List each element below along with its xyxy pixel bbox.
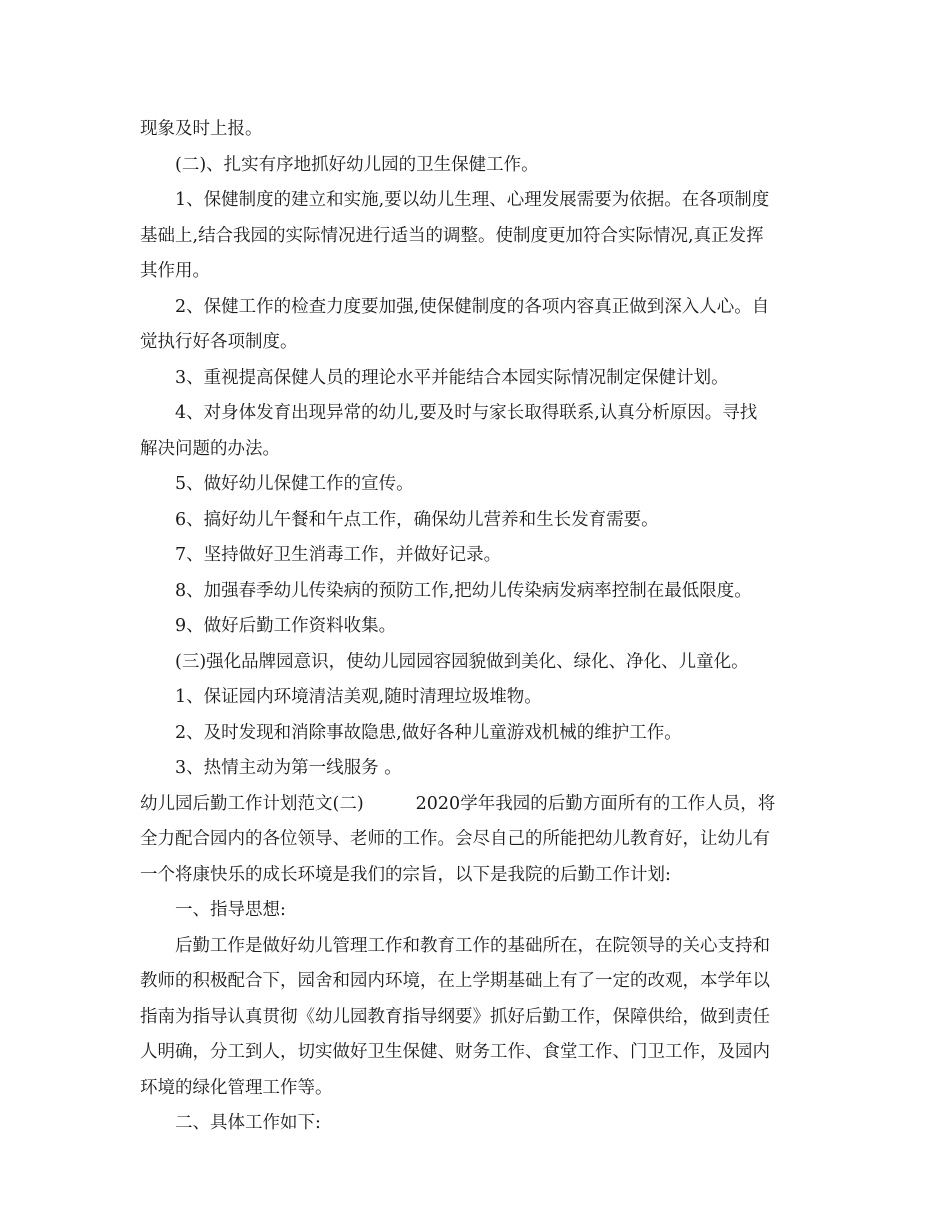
paragraph-line: 3、重视提高保健人员的理论水平并能结合本园实际情况制定保健计划。 — [175, 367, 729, 388]
paragraph-line: 4、对身体发育出现异常的幼儿,要及时与家长取得联系,认真分析原因。寻找 — [175, 403, 758, 423]
section-heading: 二、具体工作如下: — [175, 1113, 321, 1133]
paragraph-line: 2、保健工作的检查力度要加强,使保健制度的各项内容真正做到深入人心。自 — [175, 296, 770, 317]
document-body — [140, 112, 820, 1142]
paragraph-line: 一个将康快乐的成长环境是我们的宗旨，以下是我院的后勤工作计划: — [140, 864, 671, 885]
section-title: 幼儿园后勤工作计划范文(二) — [140, 793, 364, 814]
paragraph-line: 1、保证园内环境清洁美观,随时清理垃圾堆物。 — [175, 687, 542, 707]
paragraph-line: 全力配合园内的各位领导、老师的工作。会尽自己的所能把幼儿教育好，让幼儿有 — [140, 829, 770, 849]
paragraph-line: 6、搞好幼儿午餐和午点工作，确保幼儿营养和生长发育需要。 — [175, 509, 659, 530]
paragraph-line: 指南为指导认真贯彻《幼儿园教育指导纲要》抓好后勤工作，保障供给，做到责任 — [140, 1006, 770, 1027]
section-heading: (二)、扎实有序地抓好幼儿园的卫生保健工作。 — [175, 154, 539, 175]
paragraph-line: 2、及时发现和消除事故隐患,做好各种儿童游戏机械的维护工作。 — [175, 722, 682, 743]
section-heading: (三)强化品牌园意识，使幼儿园园容园貌做到美化、绿化、净化、儿童化。 — [175, 651, 749, 672]
paragraph-line: 其作用。 — [140, 261, 210, 281]
paragraph-line: 9、做好后勤工作资料收集。 — [175, 616, 397, 636]
paragraph-line: 人明确，分工到人，切实做好卫生保健、财务工作、食堂工作、门卫工作，及园内 — [140, 1042, 770, 1062]
section-heading: 一、指导思想: — [175, 900, 286, 920]
section-intro: 2020学年我园的后勤方面所有的工作人员，将 — [415, 793, 776, 814]
paragraph-line: 8、加强春季幼儿传染病的预防工作,把幼儿传染病发病率控制在最低限度。 — [175, 580, 752, 601]
paragraph-line: 3、热情主动为第一线服务 。 — [175, 758, 402, 778]
paragraph-line: 现象及时上报。 — [140, 119, 263, 139]
paragraph-line: 觉执行好各项制度。 — [140, 332, 298, 352]
paragraph-line: 基础上,结合我园的实际情况进行适当的调整。使制度更加符合实际情况,真正发挥 — [140, 225, 764, 246]
paragraph-line: 7、坚持做好卫生消毒工作，并做好记录。 — [175, 545, 502, 565]
paragraph-line: 1、保健制度的建立和实施,要以幼儿生理、心理发展需要为依据。在各项制度 — [175, 190, 770, 210]
section-title-line — [140, 787, 820, 823]
paragraph-line: 后勤工作是做好幼儿管理工作和教育工作的基础所在，在院领导的关心支持和 — [175, 935, 770, 956]
paragraph-line: 5、做好幼儿保健工作的宣传。 — [175, 474, 414, 494]
paragraph-line: 解决问题的办法。 — [140, 438, 280, 459]
paragraph-line: 教师的积极配合下，园舍和园内环境，在上学期基础上有了一定的改观，本学年以 — [140, 971, 770, 991]
paragraph-line: 环境的绿化管理工作等。 — [140, 1077, 333, 1098]
